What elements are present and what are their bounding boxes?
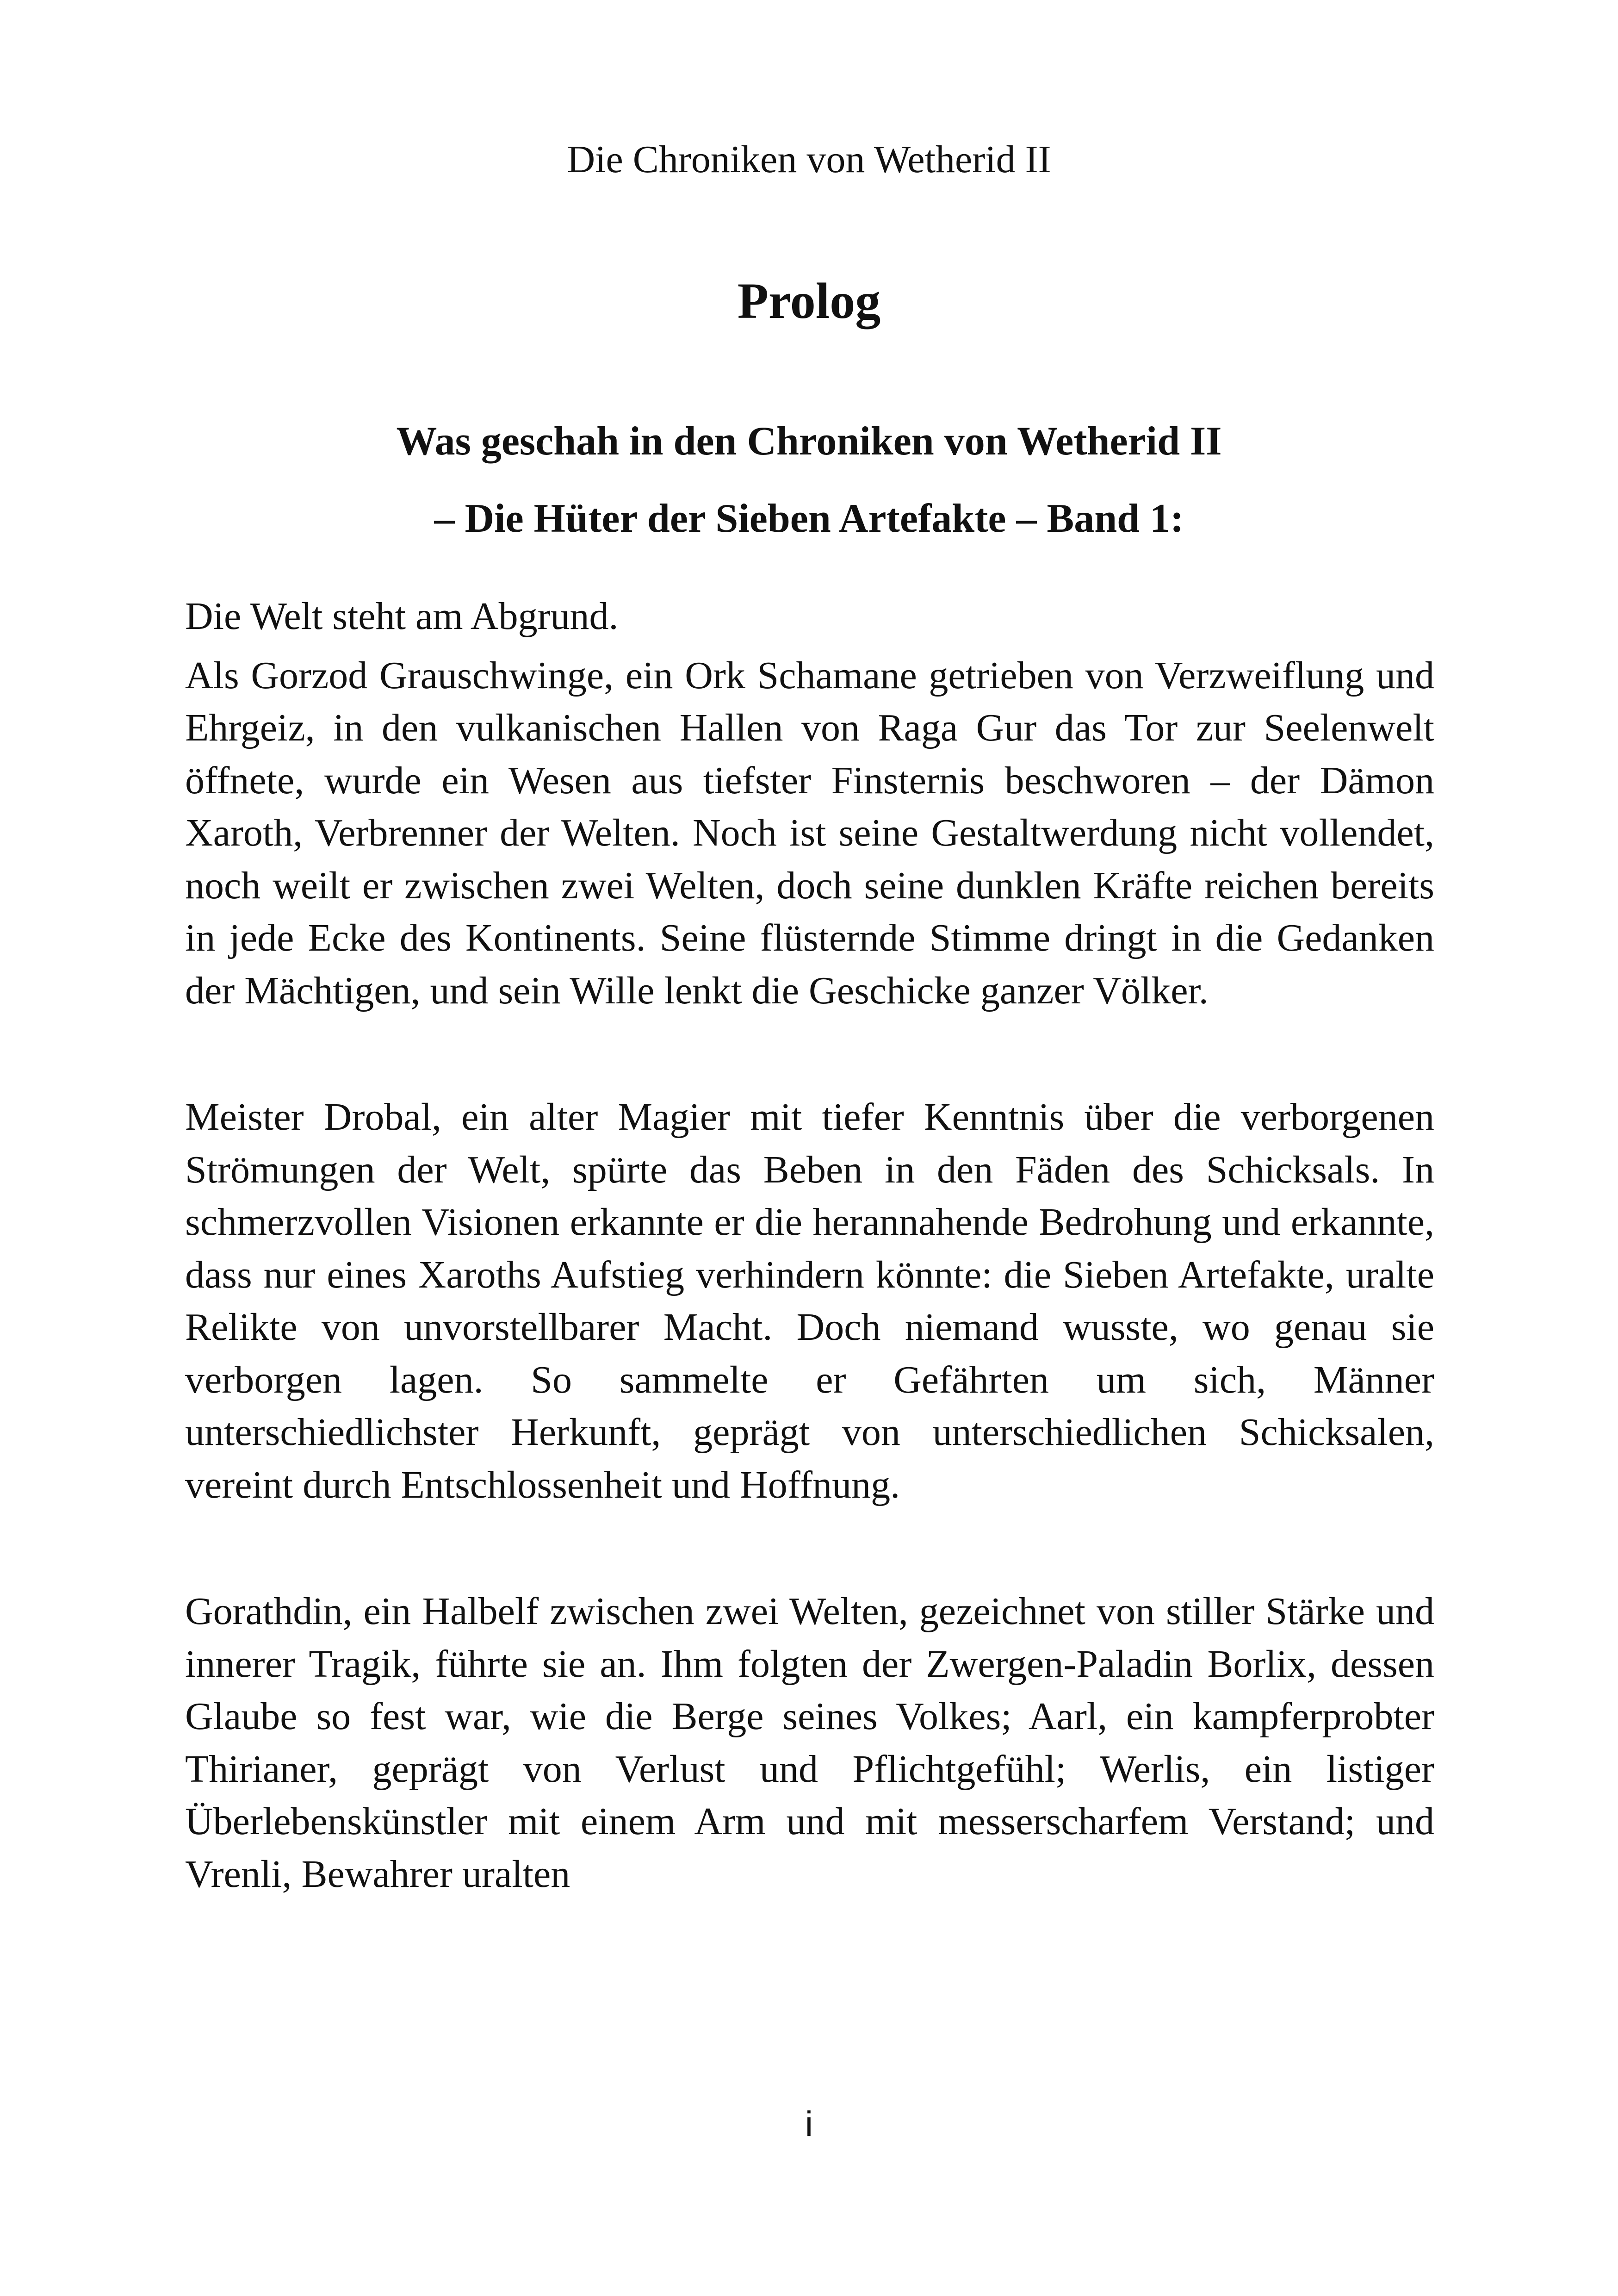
body-text: [185, 590, 1434, 1900]
page-number: i: [805, 2104, 813, 2144]
paragraph-1: Die Welt steht am Abgrund.: [185, 595, 619, 638]
running-header: Die Chroniken von Wetherid II: [567, 138, 1051, 181]
paragraph-4: Gorathdin, ein Halbelf zwischen zwei Welten, gezeichnet von stiller Stärke und innerer Tragik, führte sie an. Ihm folgten der Zwergen-Paladin Borlix, dessen Glaube so fest war, wie die Berge seines Volkes; Aarl, ein kampferprobter Thirianer, geprägt von Verlust und Pflichtgefühl; Werlis, ein listiger Überlebenskünstler mit einem Arm und mit messerscharfem Verstand; und Vrenli, Bewahrer uralten: [185, 1590, 1434, 1896]
paragraph-2: Als Gorzod Grauschwinge, ein Ork Schamane getrieben von Verzweiflung und Ehrgeiz, in den vulkanischen Hallen von Raga Gur das Tor zur Seelenwelt öffnete, wurde ein Wesen aus tiefster Finsternis beschworen – der Dämon Xaroth, Verbrenner der Welten. Noch ist seine Gestaltwerdung nicht vollendet, noch weilt er zwischen zwei Welten, doch seine dunklen Kräfte reichen bereits in jede Ecke des Kontinents. Seine flüsternde Stimme dringt in die Gedanken der Mächtigen, und sein Wille lenkt die Geschicke ganzer Völker.: [185, 653, 1434, 1012]
paragraph-3: Meister Drobal, ein alter Magier mit tiefer Kenntnis über die verborgenen Strömungen der Welt, spürte das Beben in den Fäden des Schicksals. In schmerzvollen Visionen erkannte er die herannahende Bedrohung und erkannte, dass nur eines Xaroths Aufstieg verhindern könnte: die Sieben Artefakte, uralte Relikte von unvorstellbarer Macht. Doch niemand wusste, wo genau sie verborgen lagen. So sammelte er Gefährten um sich, Männer unterschiedlichster Herkunft, geprägt von unterschiedlichen Schicksalen, vereint durch Entschlossenheit und Hoffnung.: [185, 1095, 1434, 1506]
chapter-subtitle: [0, 403, 1618, 557]
chapter-title: Prolog: [737, 273, 881, 329]
subtitle-line-1: Was geschah in den Chroniken von Wetherid II: [396, 419, 1222, 464]
subtitle-line-2: – Die Hüter der Sieben Artefakte – Band 1:: [434, 496, 1184, 541]
